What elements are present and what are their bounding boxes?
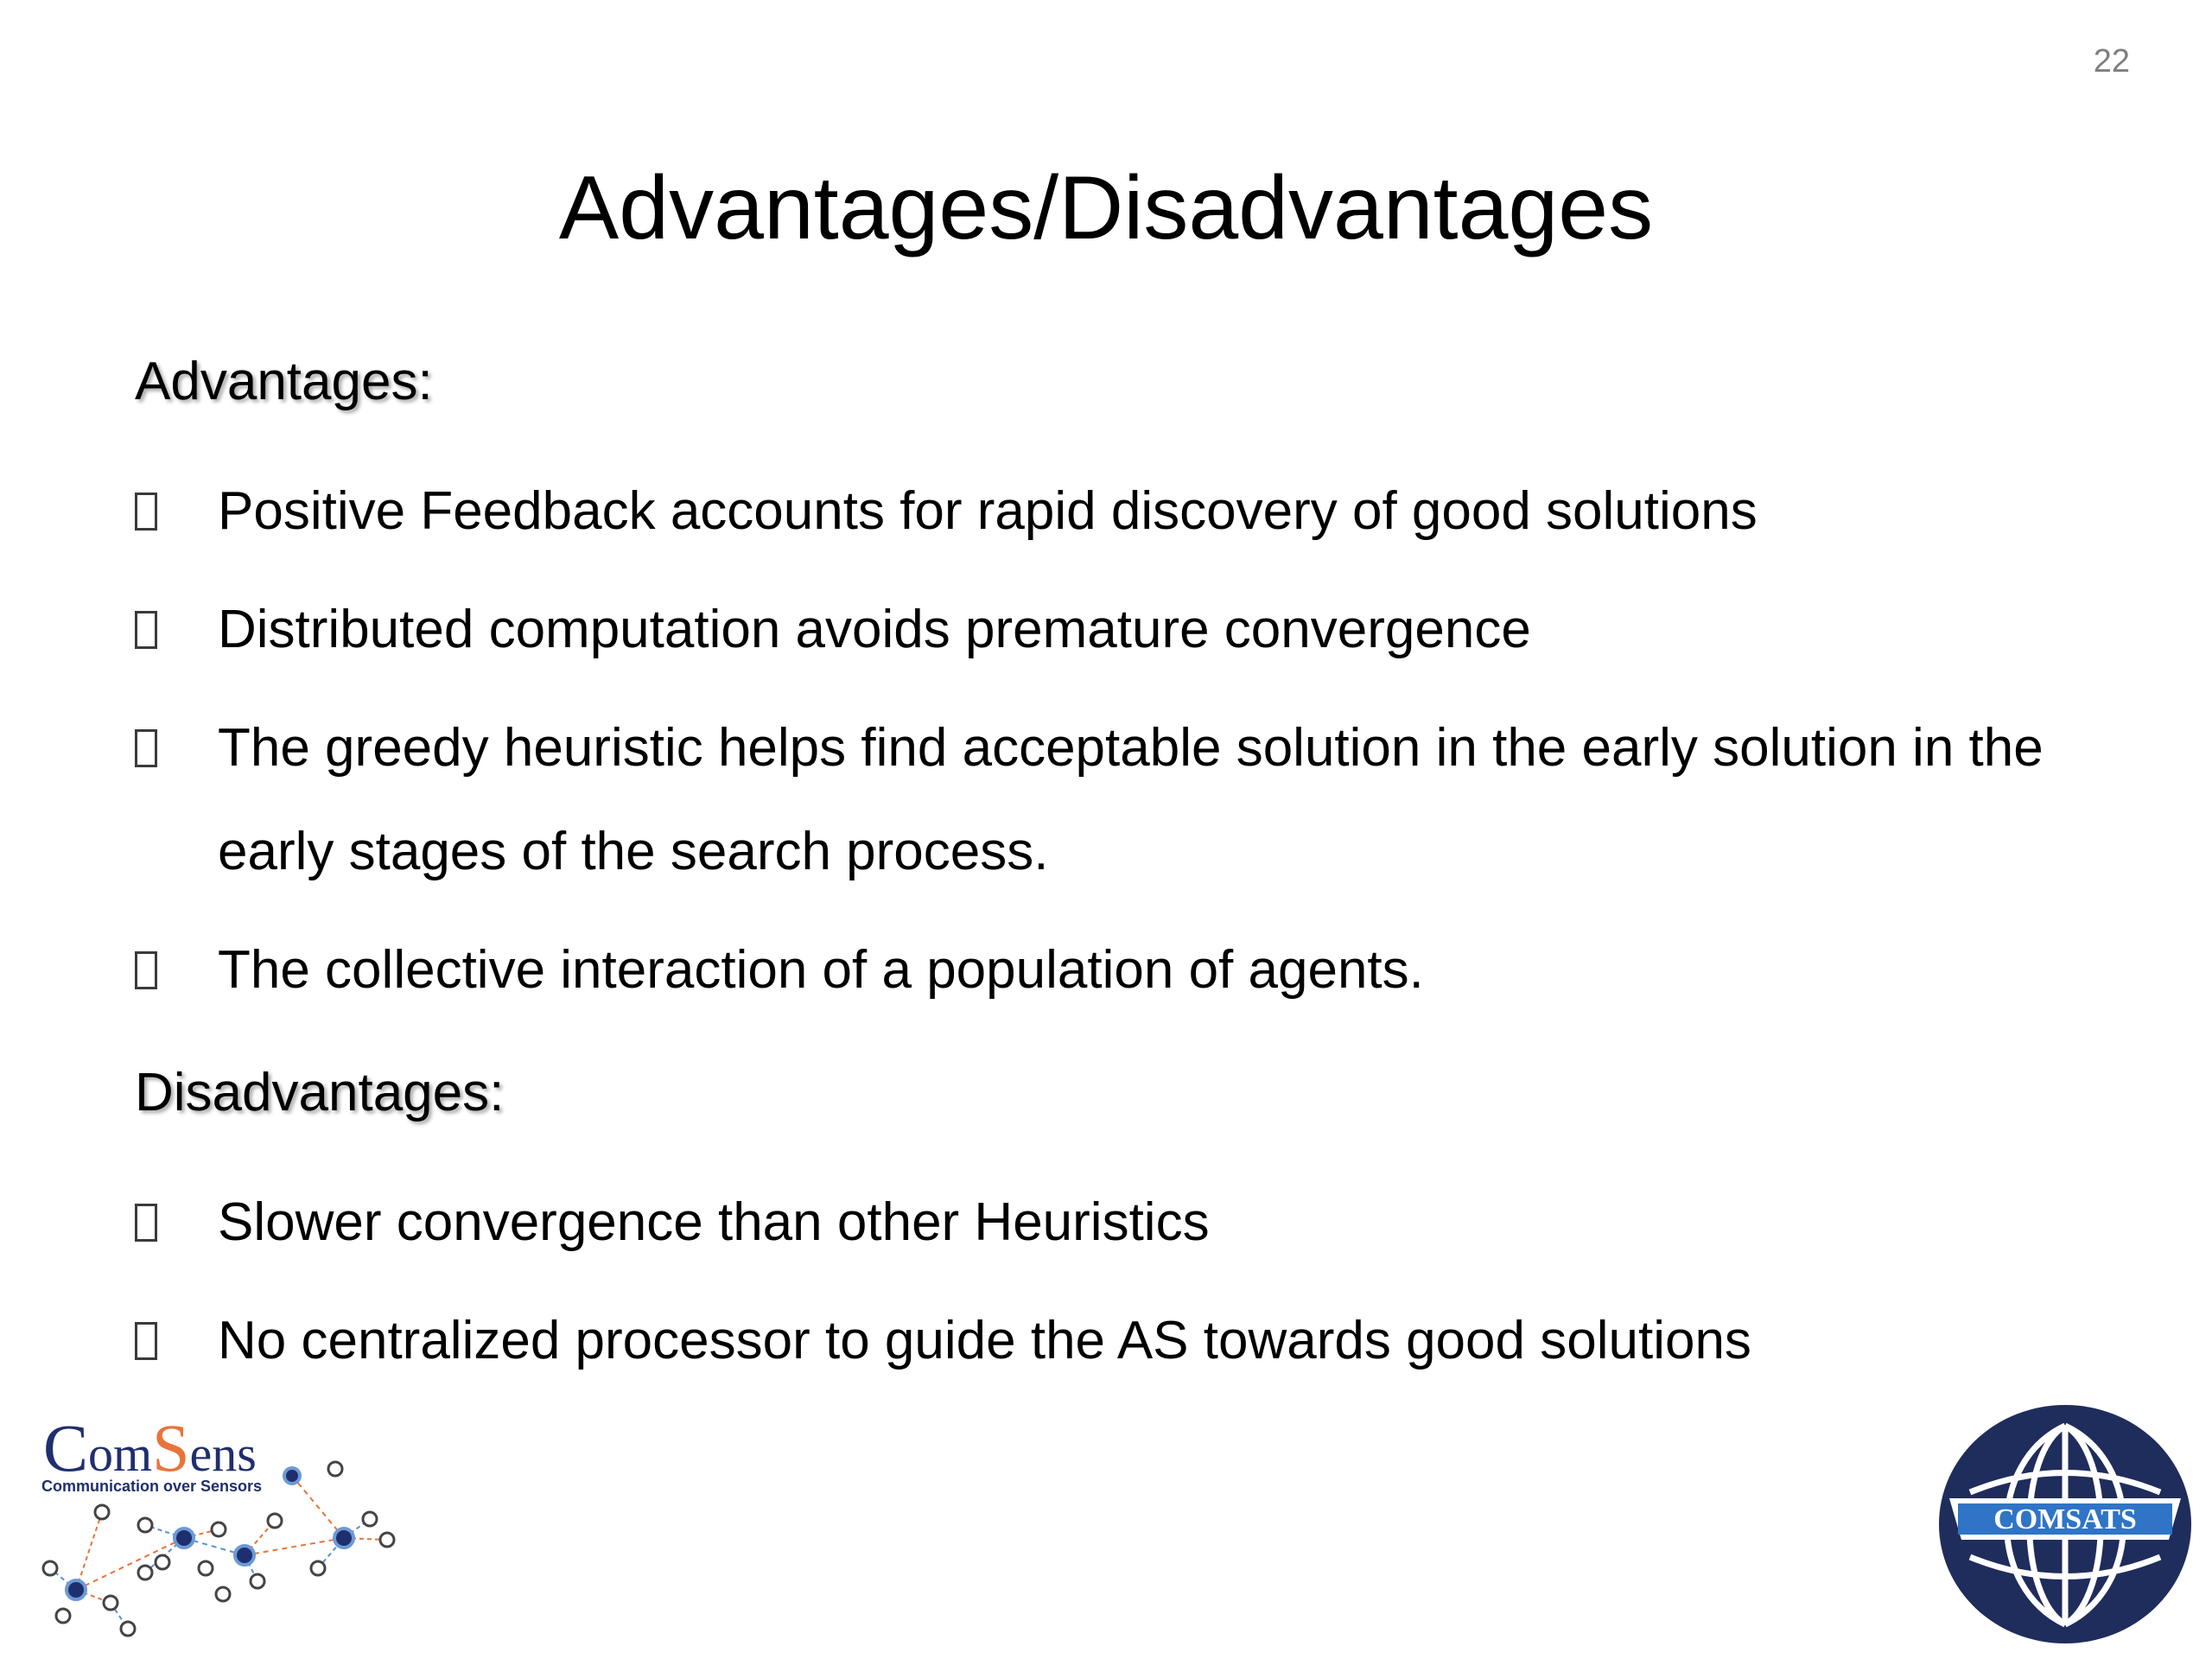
comsens-letter-c: C	[43, 1417, 89, 1485]
list-item	[135, 1289, 2122, 1393]
bullet-text: Positive Feedback accounts for rapid discovery of good solutions	[218, 481, 1758, 541]
comsens-tagline: Communication over Sensors	[41, 1478, 263, 1495]
comsats-logo	[1936, 1402, 2195, 1648]
comsens-logo	[24, 1417, 404, 1650]
bullet-text: The greedy heuristic helps find acceptable solution in the early solution in the early stages of the search process.	[218, 718, 2044, 881]
comsats-logo-text: COMSATS	[1993, 1503, 2137, 1535]
bullet-text: No centralized processor to guide the AS towards good solutions	[218, 1311, 1751, 1370]
list-item	[135, 918, 2122, 1022]
list-item	[135, 696, 2122, 904]
bullet-text: Slower convergence than other Heuristics	[218, 1192, 1210, 1252]
bullet-text: The collective interaction of a population of agents.	[218, 940, 1424, 1000]
network-links	[50, 1476, 387, 1629]
bullet-text: Distributed computation avoids premature convergence	[218, 600, 1531, 659]
list-item	[135, 1171, 2122, 1274]
page-number: 22	[2093, 43, 2130, 79]
hollow-square-icon	[135, 1322, 157, 1360]
disadvantages-list	[135, 1171, 2122, 1393]
slide-content	[135, 346, 2122, 1393]
hollow-square-icon	[135, 951, 157, 989]
hollow-square-icon	[135, 493, 157, 531]
advantages-list	[135, 460, 2122, 1022]
disadvantages-heading: Disadvantages:	[135, 1063, 505, 1122]
advantages-heading: Advantages:	[135, 352, 433, 411]
svg-text:ComSens	[43, 1417, 257, 1485]
comsens-letters-om: om	[88, 1426, 153, 1482]
slide-title: Advantages/Disadvantages	[558, 158, 1654, 258]
list-item	[135, 578, 2122, 682]
comsens-letter-s: S	[152, 1417, 190, 1485]
comsens-letters-ens: ens	[189, 1426, 257, 1482]
hollow-square-icon	[135, 729, 157, 767]
list-item	[135, 460, 2122, 563]
hollow-square-icon	[135, 611, 157, 649]
hollow-square-icon	[135, 1204, 157, 1242]
